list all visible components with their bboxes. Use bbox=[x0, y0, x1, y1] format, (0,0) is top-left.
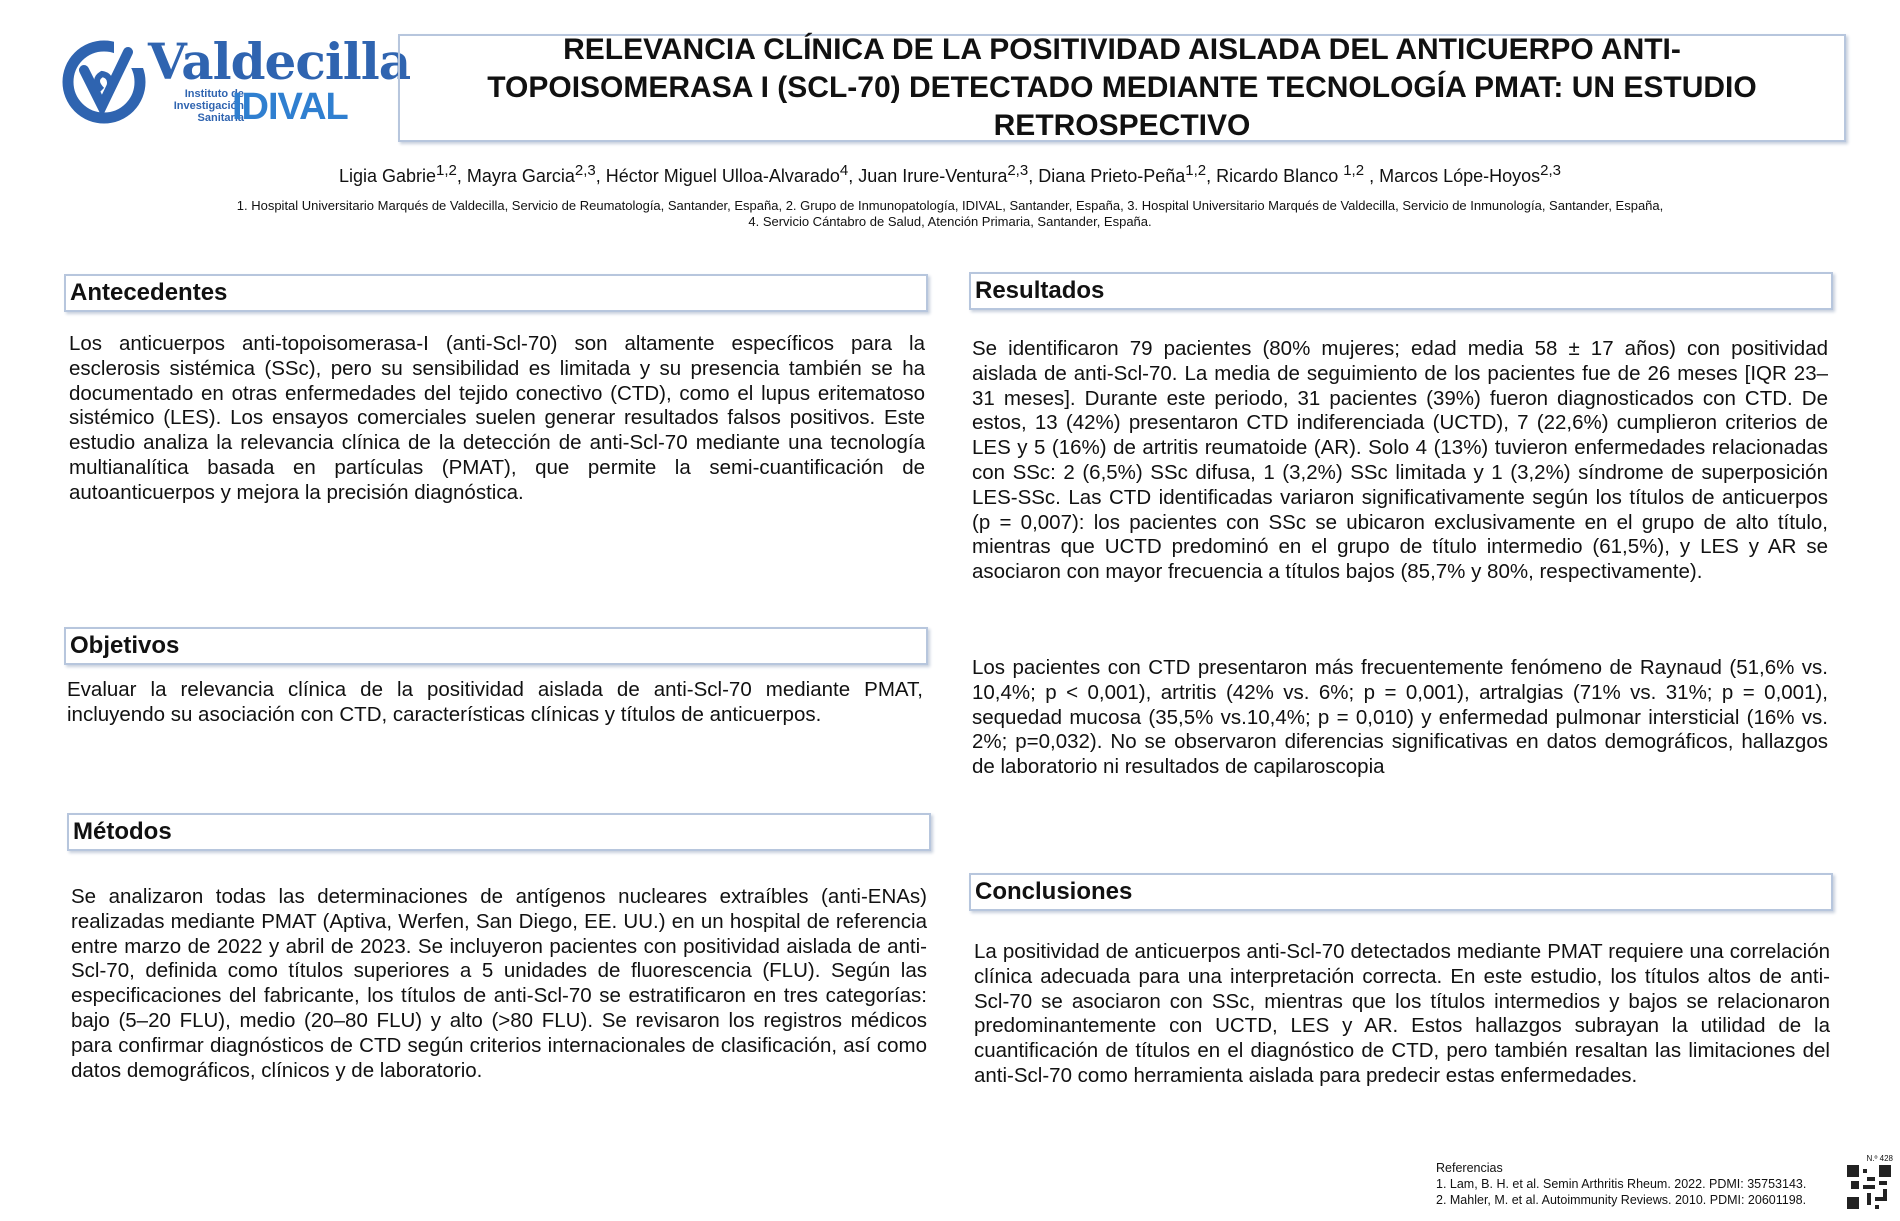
references-heading: Referencias bbox=[1436, 1161, 1503, 1175]
conclusiones-heading: Conclusiones bbox=[969, 873, 1833, 911]
poster-title: RELEVANCIA CLÍNICA DE LA POSITIVIDAD AISLADA DEL ANTICUERPO ANTI-TOPOISOMERASA I (SCL-70) DETECTADO MEDIANTE TECNOLOGÍA PMAT: UN ESTUDIO RETROSPECTIVO bbox=[487, 33, 1757, 142]
poster-number: N.º 428 bbox=[1866, 1154, 1893, 1163]
resultados-text-1: Se identificaron 79 pacientes (80% mujeres; edad media 58 ± 17 años) con positividad aislada de anti-Scl-70. La media de seguimiento de los pacientes fue de 26 meses [IQR 23–31 meses]. Durante este periodo, 31 pacientes (39%) fueron diagnosticados con CTD. De estos, 13 (42%) presentaron CTD indiferenciada (UCTD), 7 (22,6%) cumplieron criterios de LES y 5 (16%) de artritis reumatoide (AR). Solo 4 (13%) tuvieron enfermedades relacionadas con SSc: 2 (6,5%) SSc difusa, 1 (3,2%) SSc limitada y 1 (3,2%) síndrome de superposición LES-SSc. Las CTD identificadas variaron significativamente según los títulos de anticuerpos (p = 0,007): los pacientes con SSc se ubicaron exclusivamente en el grupo de alto título, mientras que UCTD predominó en el grupo de título intermedio (61,5%), y LES y AR se asociaron con mayor frecuencia a títulos bajos (85,7% y 80%, respectivamente). bbox=[972, 337, 1828, 584]
affiliations-line-2: 4. Servicio Cántabro de Salud, Atención Primaria, Santander, España. bbox=[748, 214, 1152, 229]
antecedentes-heading: Antecedentes bbox=[64, 274, 928, 312]
poster-title-box bbox=[398, 34, 1846, 142]
antecedentes-text: Los anticuerpos anti-topoisomerasa-I (anti-Scl-70) son altamente específicos para la esclerosis sistémica (SSc), pero su sensibilidad es limitada y su presencia también se ha documentado en otras enfermedades del tejido conectivo (CTD), como el lupus eritematoso sistémico (LES). Los ensayos comerciales suelen generar resultados falsos positivos. Este estudio analiza la relevancia clínica de la detección de anti-Scl-70 mediante una tecnología multianalítica basada en partículas (PMAT), que permite la semi-cuantificación de autoanticuerpos y mejora la precisión diagnóstica. bbox=[69, 332, 925, 504]
logo-brand-text: Valdecilla bbox=[148, 32, 411, 91]
resultados-heading: Resultados bbox=[969, 272, 1833, 310]
resultados-text-2: Los pacientes con CTD presentaron más frecuentemente fenómeno de Raynaud (51,6% vs. 10,4%; p < 0,001), artritis (42% vs. 6%; p = 0,001), artralgias (71% vs. 31%; p = 0,001), sequedad mucosa (35,5% vs.10,4%; p = 0,010) y enfermedad pulmonar intersticial (16% vs. 2%; p=0,032). No se observaron diferencias significativas en datos demográficos, hallazgos de laboratorio ni resultados de capilaroscopia bbox=[972, 656, 1828, 779]
valdecilla-idival-logo bbox=[62, 32, 411, 132]
logo-institute-text: Instituto de Investigación Sanitaria bbox=[173, 88, 244, 124]
affiliations bbox=[140, 198, 1760, 230]
authors-line: Ligia Gabrie$^{1,2}$, Mayra Garcia$^{2,3}$, Héctor Miguel Ulloa-Alvarado$^4$, Juan Irure-Ventura$^{2,3}$, Diana Prieto-Peña$^{1,2}$, Ricardo Blanco $^{1,2}$ , Marcos Lópe-Hoyos$^{2,3}$ bbox=[338, 162, 1562, 186]
metodos-text: Se analizaron todas las determinaciones de antígenos nucleares extraíbles (anti-ENAs) realizadas mediante PMAT (Aptiva, Werfen, San Diego, EE. UU.) en un hospital de referencia entre marzo de 2022 y abril de 2023. Se incluyeron pacientes con positividad aislada de anti-Scl-70, definida como títulos superiores a 5 unidades de fluorescencia (FLU). Según las especificaciones del fabricante, los títulos de anti-Scl-70 se estratificaron en tres categorías: bajo (5–20 FLU), medio (20–80 FLU) y alto (>80 FLU). Se revisaron los registros médicos para confirmar diagnósticos de CTD según criterios internacionales de clasificación, así como datos demográficos, clínicos y de laboratorio. bbox=[71, 885, 927, 1082]
references bbox=[1436, 1160, 1806, 1208]
reference-item: 1. Lam, B. H. et al. Semin Arthritis Rheum. 2022. PDMI: 35753143. bbox=[1436, 1177, 1807, 1191]
objetivos-text: Evaluar la relevancia clínica de la positividad aislada de anti-Scl-70 mediante PMAT, incluyendo su asociación con CTD, características clínicas y títulos de anticuerpos. bbox=[67, 678, 923, 726]
objetivos-heading: Objetivos bbox=[64, 627, 928, 665]
affiliations-line-1: 1. Hospital Universitario Marqués de Valdecilla, Servicio de Reumatología, Santander, España, 2. Grupo de Inmunopatología, IDIVAL, Santander, España, 3. Hospital Universitario Marqués de Valdecilla, Servicio de Inmunología, Santander, España, bbox=[236, 198, 1664, 213]
qr-code-icon bbox=[1847, 1165, 1891, 1209]
metodos-heading: Métodos bbox=[67, 813, 931, 851]
reference-item: 2. Mahler, M. et al. Autoimmunity Reviews. 2010. PDMI: 20601198. bbox=[1436, 1193, 1807, 1207]
logo-idival-text: IDIVAL bbox=[232, 86, 348, 128]
valdecilla-emblem-icon bbox=[62, 36, 148, 128]
conclusiones-text: La positividad de anticuerpos anti-Scl-70 detectados mediante PMAT requiere una correlación clínica adecuada para una interpretación correcta. En este estudio, los títulos altos de anti-Scl-70 se asociaron con SSc, mientras que los títulos intermedios y bajos se relacionaron predominantemente con UCTD, LES y AR. Estos hallazgos subrayan la utilidad de la cuantificación de títulos en el diagnóstico de CTD, pero también resaltan las limitaciones del anti-Scl-70 como herramienta aislada para predecir estas enfermedades. bbox=[974, 940, 1830, 1087]
poster-number-badge bbox=[1843, 1154, 1893, 1214]
